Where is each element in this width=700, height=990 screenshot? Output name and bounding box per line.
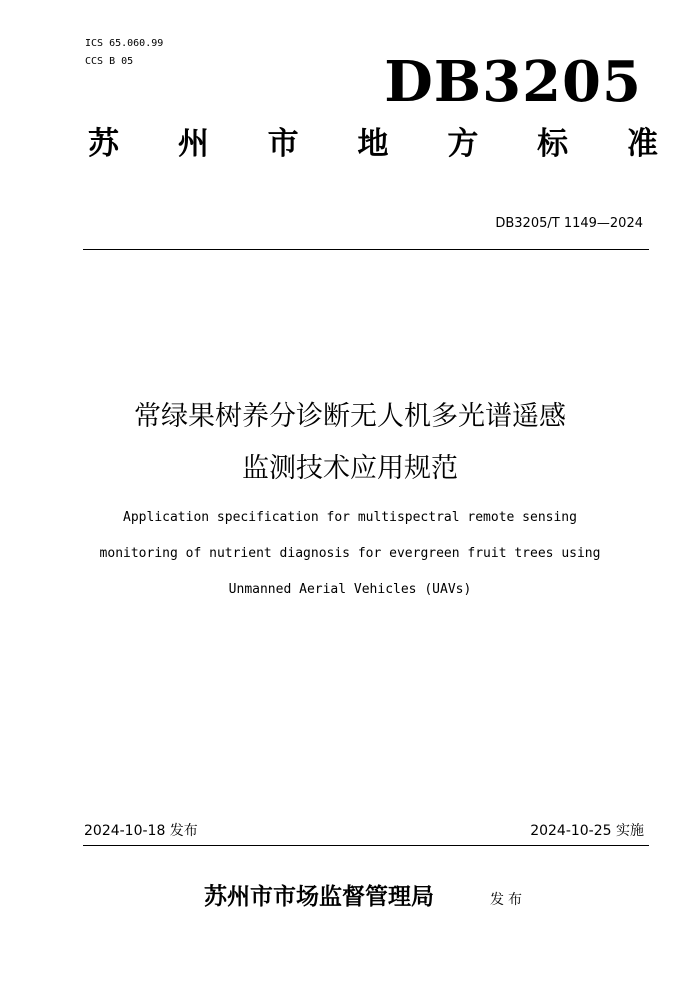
english-title-line-3: Unmanned Aerial Vehicles (UAVs) [228,582,472,597]
title-char: 标 [537,125,569,162]
ics-code: ICS 65.060.99 [85,38,164,49]
title-char: 准 [626,125,658,162]
standard-number: DB3205/T 1149—2024 [495,216,643,231]
top-divider [83,249,649,250]
title-char: 方 [447,125,479,162]
title-char: 州 [177,125,209,162]
standard-code-logo: DB3205 [384,49,642,115]
title-char: 苏 [88,125,119,162]
issue-label: 发布 [490,892,526,908]
implementation-date: 2024-10-25 实施 [530,823,644,839]
ccs-code: CCS B 05 [85,56,134,67]
english-title-line-2: monitoring of nutrient diagnosis for evergreen fruit trees using [99,546,601,561]
title-char: 市 [267,125,299,162]
chinese-title-line-2: 监测技术应用规范 [242,453,458,484]
chinese-title-line-1: 常绿果树养分诊断无人机多光谱遥感 [134,401,566,432]
title-char: 地 [357,125,389,162]
issuing-authority: 苏州市市场监督管理局 [204,883,434,910]
bottom-divider [83,845,649,846]
standard-category-title [88,118,658,162]
issue-date: 2024-10-18 发布 [84,823,198,839]
english-title-line-1: Application specification for multispectral remote sensing [123,510,577,525]
